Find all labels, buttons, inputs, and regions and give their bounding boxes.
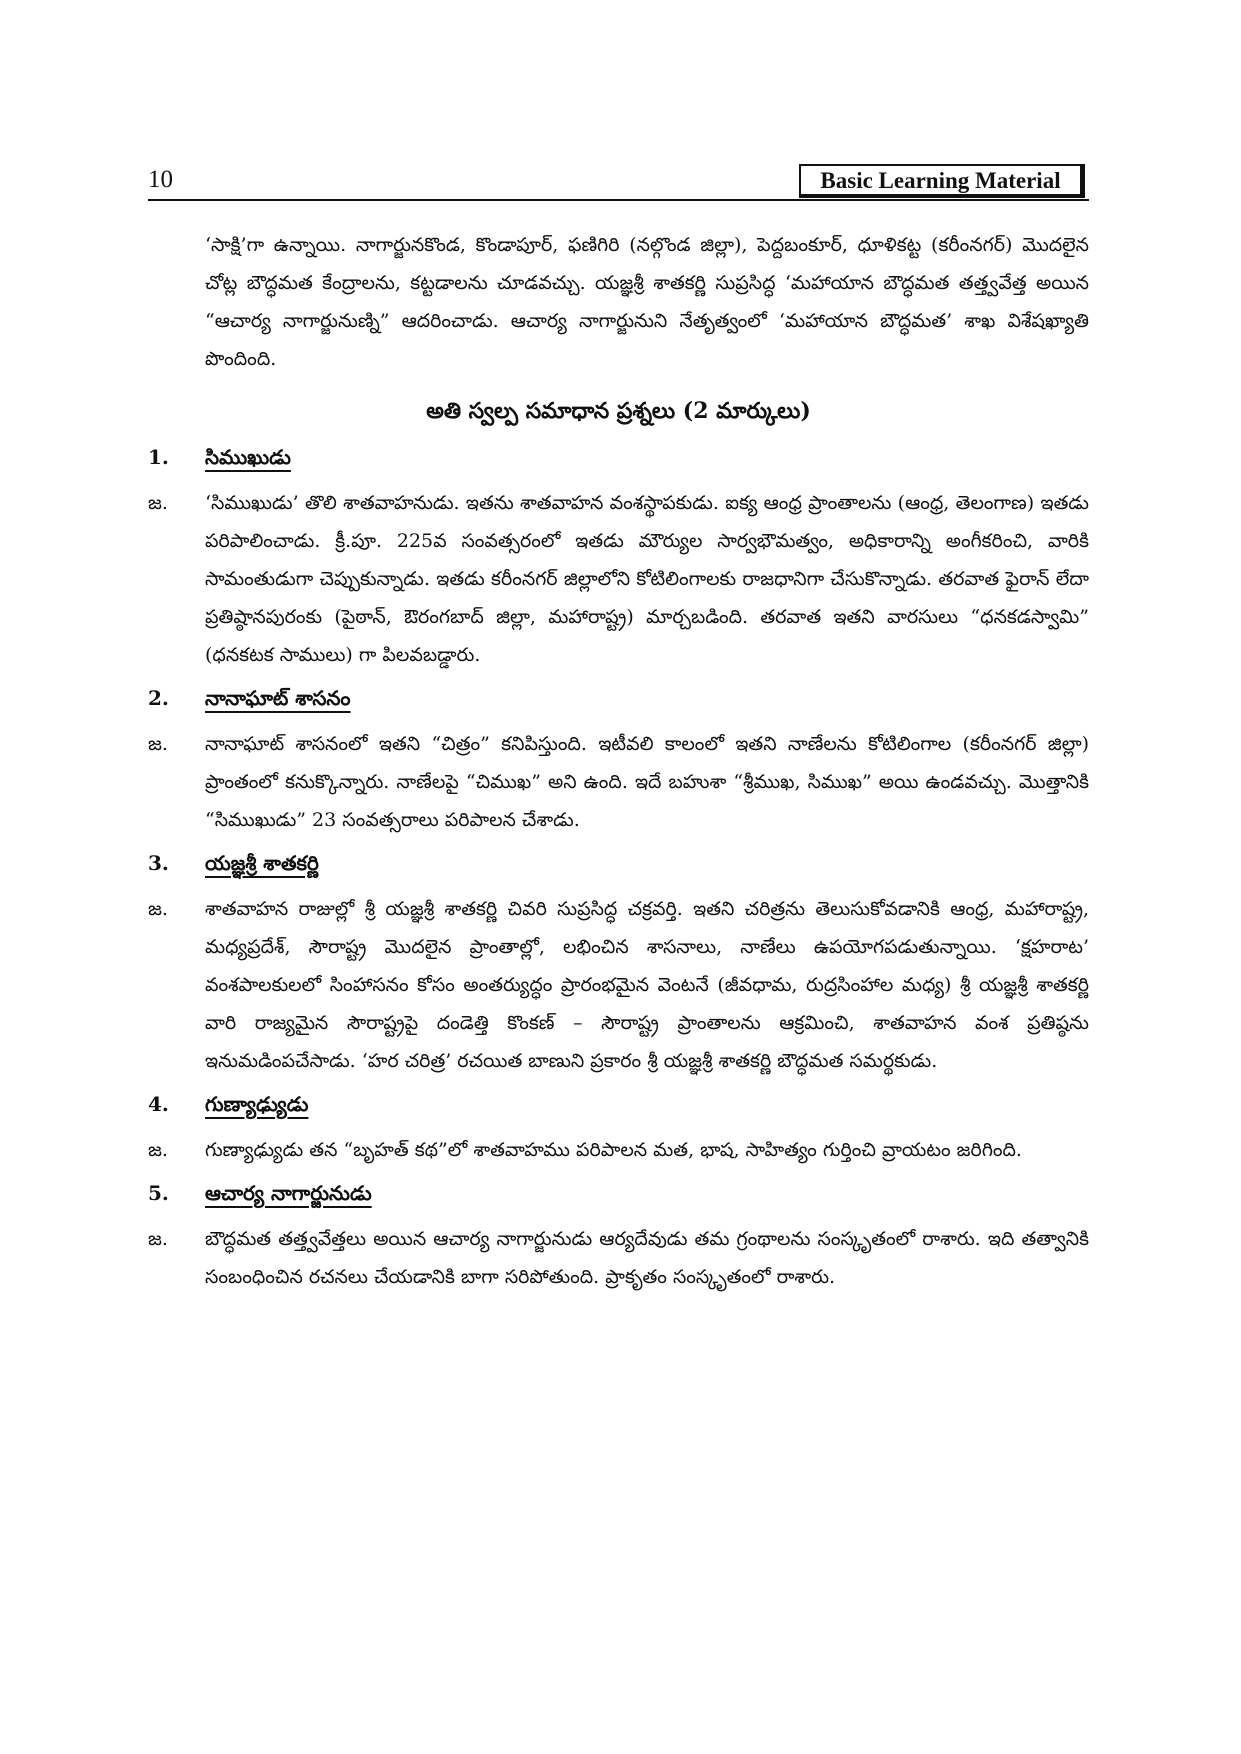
question-title: గుణ్యాఢ్యుడు (205, 1092, 309, 1116)
question-block-5 (148, 1181, 1089, 1296)
answer-marker: జ. (148, 733, 168, 755)
answer-marker: జ. (148, 1228, 168, 1250)
answer-text: గుణ్యాఢ్యుడు తన “బృహత్ కథ”లో శాతవాహము పరిపాలన మత, భాష, సాహిత్యం గుర్తించి వ్రాయటం జరిగింది. (205, 1139, 1022, 1161)
intro-paragraph: ‘సాక్షి’గా ఉన్నాయి. నాగార్జునకొండ, కొండాపూర్, ఫణిగిరి (నల్గొండ జిల్లా), పెద్దబంకూర్, ధూళికట్ట (కరీంనగర్) మొదలైన చోట్ల బౌద్ధమత కేంద్రాలను, కట్టడాలను చూడవచ్చు. యజ్ఞశ్రీ శాతకర్ణి సుప్రసిద్ధ ‘మహాయాన బౌద్ధమత తత్త్వవేత్త అయిన “ఆచార్య నాగార్జునుణ్ని” ఆదరించాడు. ఆచార్య నాగార్జునుని నేతృత్వంలో ‘మహాయాన బౌద్ధమత’ శాఖ విశేషఖ్యాతి పొందింది. (205, 234, 1089, 370)
question-number: 1. (148, 445, 169, 469)
question-block-2 (148, 686, 1089, 839)
header-divider (148, 199, 1089, 201)
page-content (148, 226, 1089, 1306)
answer-text: శాతవాహన రాజుల్లో శ్రీ యజ్ఞశ్రీ శాతకర్ణి చివరి సుప్రసిద్ధ చక్రవర్తి. ఇతని చరిత్రను తెలుసుకోవడానికి ఆంధ్ర, మహారాష్ట్ర, మధ్యప్రదేశ్, సౌరాష్ట్ర మొదలైన ప్రాంతాల్లో, లభించిన శాసనాలు, నాణేలు ఉపయోగపడుతున్నాయి. ‘క్షహరాట’ వంశపాలకులలో సింహాసనం కోసం అంతర్యుద్ధం ప్రారంభమైన వెంటనే (జీవధామ, రుద్రసింహాల మధ్య) శ్రీ యజ్ఞశ్రీ శాతకర్ణి వారి రాజ్యమైన సౌరాష్ట్రపై దండెత్తి కొంకణ్ – సౌరాష్ట్ర ప్రాంతాలను ఆక్రమించి, శాతవాహన వంశ ప్రతిష్ఠను ఇనుమడింపచేసాడు. ‘హర చరిత్ర’ రచయిత బాణుని ప్రకారం శ్రీ యజ్ఞశ్రీ శాతకర్ణి బౌద్ధమత సమర్థకుడు. (205, 898, 1089, 1072)
question-title: యజ్ఞశ్రీ శాతకర్ణి (205, 851, 319, 875)
question-title: సిముఖుడు (205, 445, 291, 469)
section-title: అతి స్వల్ప సమాధాన ప్రశ్నలు (2 మార్కులు) (426, 398, 811, 424)
answer-marker: జ. (148, 492, 168, 514)
question-number: 3. (148, 851, 169, 875)
question-block-4 (148, 1092, 1089, 1169)
answer-text: ‘సిముఖుడు’ తొలి శాతవాహనుడు. ఇతను శాతవాహన వంశస్థాపకుడు. ఐక్య ఆంధ్ర ప్రాంతాలను (ఆంధ్ర, తెలంగాణ) ఇతడు పరిపాలించాడు. క్రీ.పూ. 225వ సంవత్సరంలో ఇతడు మౌర్యుల సార్వభౌమత్వం, అధికారాన్ని అంగీకరించి, వారికి సామంతుడుగా చెప్పుకున్నాడు. ఇతడు కరీంనగర్ జిల్లాలోని కోటిలింగాలకు రాజధానిగా చేసుకొన్నాడు. తరవాత ఫైరాన్ లేదా ప్రతిష్ఠానపురంకు (పైఠాన్, ఔరంగబాద్ జిల్లా, మహారాష్ట్ర) మార్చబడింది. తరవాత ఇతని వారసులు “ధనకడస్వామి” (ధనకటక సాములు) గా పిలవబడ్డారు. (205, 492, 1089, 666)
answer-marker: జ. (148, 898, 168, 920)
question-title: నానాఘాట్ శాసనం (205, 686, 351, 710)
question-number: 5. (148, 1181, 169, 1205)
page-number: 10 (148, 166, 173, 193)
question-number: 4. (148, 1092, 169, 1116)
book-title-box: Basic Learning Material (799, 164, 1085, 198)
question-block-3 (148, 851, 1089, 1080)
answer-text: బౌద్ధమత తత్త్వవేత్తలు అయిన ఆచార్య నాగార్జునుడు ఆర్యదేవుడు తమ గ్రంథాలను సంస్కృతంలో రాశారు. ఇది తత్వానికి సంబంధించిన రచనలు చేయడానికి బాగా సరిపోతుంది. ప్రాకృతం సంస్కృతంలో రాశారు. (205, 1228, 1089, 1288)
question-block-1 (148, 445, 1089, 674)
question-number: 2. (148, 686, 169, 710)
answer-marker: జ. (148, 1139, 168, 1161)
answer-text: నానాఘాట్ శాసనంలో ఇతని “చిత్రం” కనిపిస్తుంది. ఇటీవలి కాలంలో ఇతని నాణేలను కోటిలింగాల (కరీంనగర్ జిల్లా) ప్రాంతంలో కనుక్కొన్నారు. నాణేలపై “చిముఖ” అని ఉంది. ఇదే బహుశా “శ్రీముఖ, సిముఖ” అయి ఉండవచ్చు. మొత్తానికి “సిముఖుడు” 23 సంవత్సరాలు పరిపాలన చేశాడు. (205, 733, 1089, 831)
question-title: ఆచార్య నాగార్జునుడు (205, 1181, 372, 1205)
